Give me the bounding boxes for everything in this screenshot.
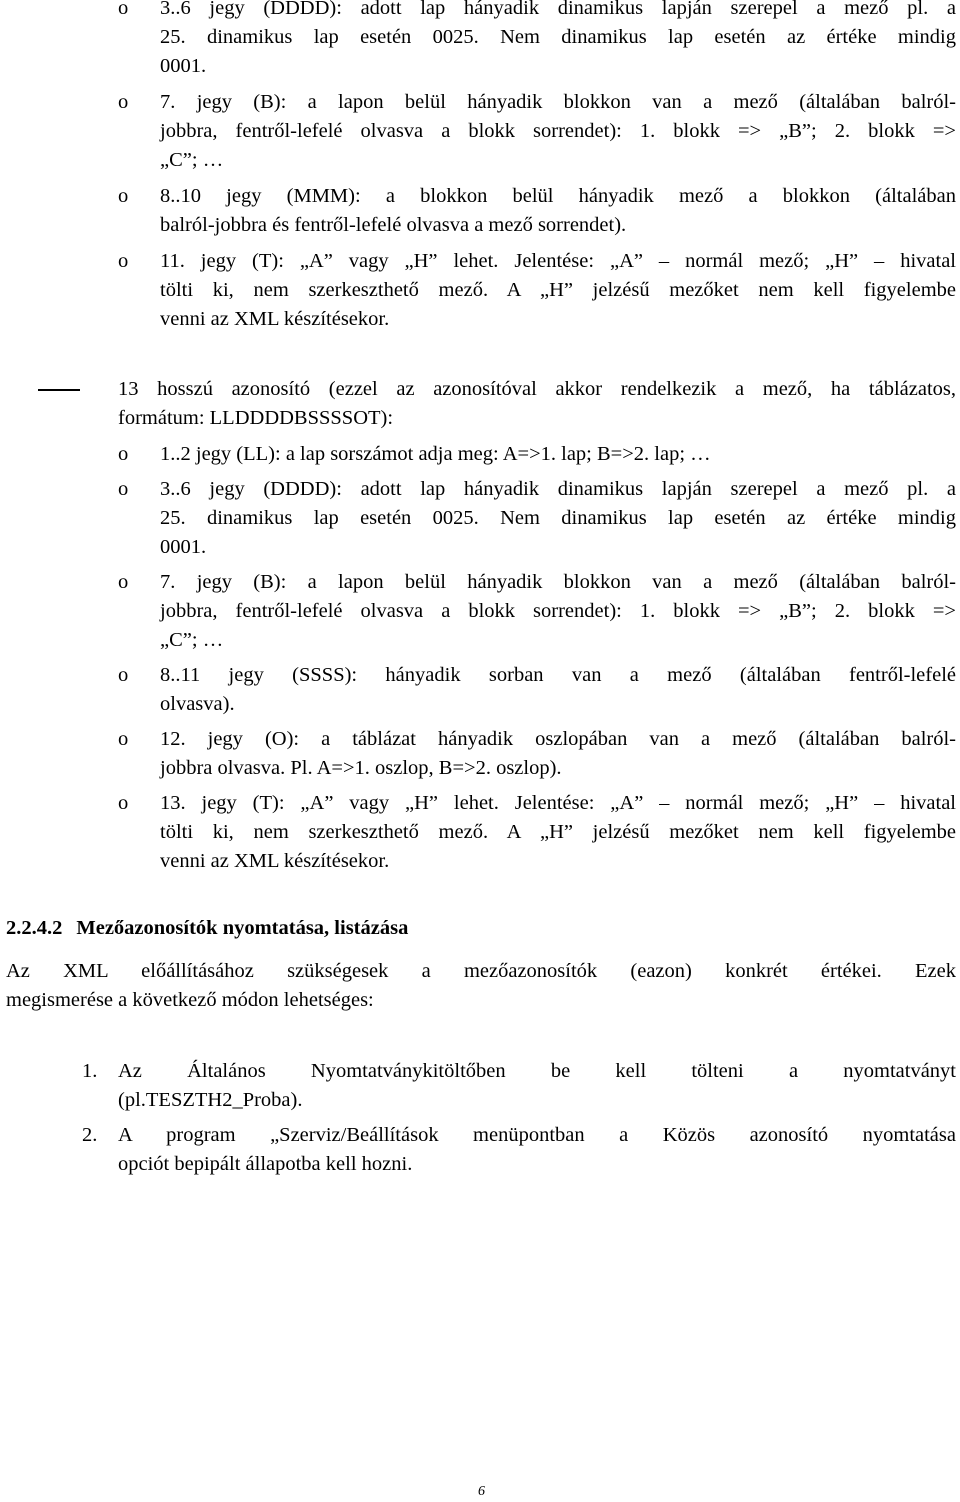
list-a-2-line-1: 7. jegy (B): a lapon belül hányadik blokkon van a mező (általában balról- <box>160 91 956 113</box>
list-b-3-line-3: „C”; … <box>160 629 224 651</box>
list-bullet: o <box>118 571 129 593</box>
list-a-3-line-2: balról-jobbra és fentről-lefelé olvasva a mező sorrendet). <box>160 214 627 236</box>
section-title: Mezőazonosítók nyomtatása, listázása <box>76 917 409 939</box>
list-bullet: o <box>118 728 129 750</box>
step-number: 1. <box>82 1060 98 1082</box>
list-bullet: o <box>118 664 129 686</box>
list-b-5-line-2: jobbra olvasva. Pl. A=>1. oszlop, B=>2. oszlop). <box>160 757 562 779</box>
dash-bullet <box>38 389 80 391</box>
list-bullet: o <box>118 478 129 500</box>
list-b-1-line-1: 1..2 jegy (LL): a lap sorszámot adja meg: A=>1. lap; B=>2. lap; … <box>160 443 711 465</box>
step-2-line-1: A program „Szerviz/Beállítások menüpontban a Közös azonosító nyomtatása <box>118 1124 956 1146</box>
list-b-2-line-3: 0001. <box>160 536 207 558</box>
section-number: 2.2.4.2 <box>6 917 63 939</box>
step-1-line-1: Az Általános Nyomtatványkitöltőben be kell tölteni a nyomtatványt <box>118 1060 956 1082</box>
list-b-4-line-2: olvasva). <box>160 693 235 715</box>
list-bullet: o <box>118 185 129 207</box>
list-a-4-line-3: venni az XML készítésekor. <box>160 308 390 330</box>
list-b-6-line-1: 13. jegy (T): „A” vagy „H” lehet. Jelentése: „A” – normál mező; „H” – hivatal <box>160 792 956 814</box>
list-a-2-line-2: jobbra, fentről-lefelé olvasva a blokk sorrendet): 1. blokk => „B”; 2. blokk => <box>160 120 956 142</box>
list-a-1-line-2: 25. dinamikus lap esetén 0025. Nem dinamikus lap esetén az értéke mindig <box>160 26 956 48</box>
list-b-3-line-2: jobbra, fentről-lefelé olvasva a blokk sorrendet): 1. blokk => „B”; 2. blokk => <box>160 600 956 622</box>
bullet13-line-1: 13 hosszú azonosító (ezzel az azonosítóval akkor rendelkezik a mező, ha táblázatos, <box>118 378 956 400</box>
step-1-line-2: (pl.TESZTH2_Proba). <box>118 1089 303 1111</box>
step-number: 2. <box>82 1124 98 1146</box>
list-a-1-line-3: 0001. <box>160 55 207 77</box>
list-bullet: o <box>118 792 129 814</box>
list-bullet: o <box>118 443 129 465</box>
list-b-4-line-1: 8..11 jegy (SSSS): hányadik sorban van a mező (általában fentről-lefelé <box>160 664 956 686</box>
list-a-2-line-3: „C”; … <box>160 149 224 171</box>
list-bullet: o <box>118 0 129 19</box>
list-b-2-line-2: 25. dinamikus lap esetén 0025. Nem dinamikus lap esetén az értéke mindig <box>160 507 956 529</box>
list-a-3-line-1: 8..10 jegy (MMM): a blokkon belül hányadik mező a blokkon (általában <box>160 185 956 207</box>
list-bullet: o <box>118 250 129 272</box>
intro-line-2: megismerése a következő módon lehetséges: <box>6 989 374 1011</box>
bullet13-line-2: formátum: LLDDDDBSSSSOT): <box>118 407 394 429</box>
list-b-6-line-3: venni az XML készítésekor. <box>160 850 390 872</box>
section-heading <box>6 914 408 942</box>
list-b-3-line-1: 7. jegy (B): a lapon belül hányadik blokkon van a mező (általában balról- <box>160 571 956 593</box>
list-a-4-line-1: 11. jegy (T): „A” vagy „H” lehet. Jelentése: „A” – normál mező; „H” – hivatal <box>160 250 956 272</box>
list-b-6-line-2: tölti ki, nem szerkeszthető mező. A „H” jelzésű mezőket nem kell figyelembe <box>160 821 956 843</box>
step-2-line-2: opciót bepipált állapotba kell hozni. <box>118 1153 413 1175</box>
list-b-2-line-1: 3..6 jegy (DDDD): adott lap hányadik dinamikus lapján szerepel a mező pl. a <box>160 478 956 500</box>
intro-line-1: Az XML előállításához szükségesek a mezőazonosítók (eazon) konkrét értékei. Ezek <box>6 960 956 982</box>
list-bullet: o <box>118 91 129 113</box>
list-a-1-line-1: 3..6 jegy (DDDD): adott lap hányadik dinamikus lapján szerepel a mező pl. a <box>160 0 956 19</box>
list-a-4-line-2: tölti ki, nem szerkeszthető mező. A „H” jelzésű mezőket nem kell figyelembe <box>160 279 956 301</box>
list-b-5-line-1: 12. jegy (O): a táblázat hányadik oszlopában van a mező (általában balról- <box>160 728 956 750</box>
page-number: 6 <box>478 1484 485 1499</box>
